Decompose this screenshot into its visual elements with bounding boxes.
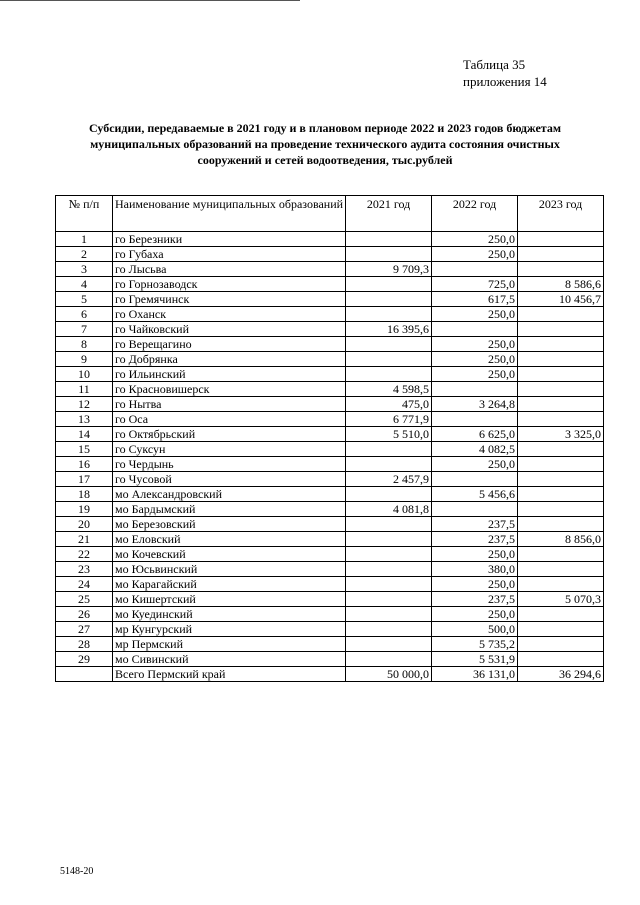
value-2021 — [346, 367, 432, 382]
value-2021: 6 771,9 — [346, 412, 432, 427]
total-row — [56, 667, 604, 682]
municipality-name: го Чусовой — [113, 472, 346, 487]
municipality-name: го Верещагино — [113, 337, 346, 352]
table-header-row — [56, 196, 604, 232]
table-row — [56, 382, 604, 397]
value-2023 — [518, 502, 604, 517]
municipality-name: мр Кунгурский — [113, 622, 346, 637]
row-num: 2 — [56, 247, 113, 262]
value-2021 — [346, 277, 432, 292]
table-row — [56, 622, 604, 637]
municipality-name: мо Еловский — [113, 532, 346, 547]
table-row — [56, 322, 604, 337]
value-2022: 237,5 — [432, 592, 518, 607]
value-2022: 3 264,8 — [432, 397, 518, 412]
header-2022: 2022 год — [432, 196, 518, 232]
value-2021 — [346, 637, 432, 652]
value-2022 — [432, 262, 518, 277]
value-2023: 8 856,0 — [518, 532, 604, 547]
value-2023 — [518, 262, 604, 277]
value-2021: 4 598,5 — [346, 382, 432, 397]
table-row — [56, 547, 604, 562]
value-2021 — [346, 652, 432, 667]
row-num: 16 — [56, 457, 113, 472]
municipality-name: го Суксун — [113, 442, 346, 457]
total-label: Всего Пермский край — [113, 667, 346, 682]
value-2022: 250,0 — [432, 307, 518, 322]
value-2022 — [432, 502, 518, 517]
row-num: 18 — [56, 487, 113, 502]
document-title: Субсидии, передаваемые в 2021 году и в плановом периоде 2022 и 2023 годов бюджетам муниципальных образований на проведение технического аудита состояния очистных сооружений и сетей водоотведения, тыс.рублей — [88, 121, 562, 167]
row-num: 1 — [56, 232, 113, 247]
value-2022: 5 735,2 — [432, 637, 518, 652]
municipality-name: мо Березовский — [113, 517, 346, 532]
table-row — [56, 397, 604, 412]
table-row — [56, 562, 604, 577]
table-row — [56, 412, 604, 427]
value-2021 — [346, 442, 432, 457]
table-row — [56, 247, 604, 262]
value-2022 — [432, 322, 518, 337]
value-2021: 475,0 — [346, 397, 432, 412]
municipality-name: го Чердынь — [113, 457, 346, 472]
value-2023: 5 070,3 — [518, 592, 604, 607]
municipality-name: го Октябрьский — [113, 427, 346, 442]
value-2023 — [518, 337, 604, 352]
value-2022: 250,0 — [432, 547, 518, 562]
value-2021 — [346, 532, 432, 547]
row-num: 27 — [56, 622, 113, 637]
municipality-name: го Оса — [113, 412, 346, 427]
row-num: 15 — [56, 442, 113, 457]
row-num: 26 — [56, 607, 113, 622]
municipality-name: го Горнозаводск — [113, 277, 346, 292]
value-2021 — [346, 622, 432, 637]
table-row — [56, 442, 604, 457]
value-2021 — [346, 562, 432, 577]
value-2021 — [346, 247, 432, 262]
value-2022: 4 082,5 — [432, 442, 518, 457]
municipality-name: мо Кишертский — [113, 592, 346, 607]
table-row — [56, 307, 604, 322]
municipality-name: мо Куединский — [113, 607, 346, 622]
value-2023 — [518, 472, 604, 487]
table-reference — [463, 56, 547, 90]
row-num: 25 — [56, 592, 113, 607]
header-2023: 2023 год — [518, 196, 604, 232]
row-num: 21 — [56, 532, 113, 547]
value-2022: 250,0 — [432, 607, 518, 622]
table-row — [56, 532, 604, 547]
table-row — [56, 592, 604, 607]
value-2022: 5 456,6 — [432, 487, 518, 502]
table-row — [56, 457, 604, 472]
value-2022: 250,0 — [432, 367, 518, 382]
row-num: 11 — [56, 382, 113, 397]
value-2022 — [432, 472, 518, 487]
row-num: 29 — [56, 652, 113, 667]
row-num: 7 — [56, 322, 113, 337]
value-2023 — [518, 607, 604, 622]
row-num: 22 — [56, 547, 113, 562]
row-num: 6 — [56, 307, 113, 322]
value-2021: 2 457,9 — [346, 472, 432, 487]
table-row — [56, 427, 604, 442]
top-rule — [0, 0, 300, 1]
total-2021: 50 000,0 — [346, 667, 432, 682]
row-num: 28 — [56, 637, 113, 652]
value-2023 — [518, 352, 604, 367]
table-row — [56, 577, 604, 592]
value-2023 — [518, 577, 604, 592]
value-2021: 4 081,8 — [346, 502, 432, 517]
value-2022: 617,5 — [432, 292, 518, 307]
table-row — [56, 487, 604, 502]
value-2022: 380,0 — [432, 562, 518, 577]
subsidies-table — [55, 195, 604, 682]
value-2023: 8 586,6 — [518, 277, 604, 292]
row-num: 23 — [56, 562, 113, 577]
municipality-name: го Оханск — [113, 307, 346, 322]
row-num: 24 — [56, 577, 113, 592]
value-2021 — [346, 487, 432, 502]
value-2023 — [518, 517, 604, 532]
table-row — [56, 277, 604, 292]
table-row — [56, 502, 604, 517]
municipality-name: го Нытва — [113, 397, 346, 412]
value-2022: 250,0 — [432, 232, 518, 247]
value-2023 — [518, 487, 604, 502]
municipality-name: мр Пермский — [113, 637, 346, 652]
header-num: № п/п — [56, 196, 113, 232]
value-2021 — [346, 607, 432, 622]
table-row — [56, 352, 604, 367]
table-row — [56, 232, 604, 247]
municipality-name: мо Бардымский — [113, 502, 346, 517]
value-2023 — [518, 562, 604, 577]
value-2021: 9 709,3 — [346, 262, 432, 277]
table-number: Таблица 35 — [463, 57, 526, 72]
value-2022 — [432, 382, 518, 397]
value-2023 — [518, 322, 604, 337]
municipality-name: мо Кочевский — [113, 547, 346, 562]
value-2022: 500,0 — [432, 622, 518, 637]
row-num: 14 — [56, 427, 113, 442]
value-2021 — [346, 232, 432, 247]
value-2022: 250,0 — [432, 352, 518, 367]
table-row — [56, 637, 604, 652]
value-2023 — [518, 457, 604, 472]
value-2021 — [346, 292, 432, 307]
row-num: 13 — [56, 412, 113, 427]
value-2023 — [518, 637, 604, 652]
value-2021 — [346, 547, 432, 562]
table-row — [56, 607, 604, 622]
header-2021: 2021 год — [346, 196, 432, 232]
table-row — [56, 652, 604, 667]
value-2023 — [518, 367, 604, 382]
table-row — [56, 517, 604, 532]
value-2022: 237,5 — [432, 517, 518, 532]
municipality-name: го Красновишерск — [113, 382, 346, 397]
municipality-name: го Лысьва — [113, 262, 346, 277]
municipality-name: мо Юсьвинский — [113, 562, 346, 577]
table-row — [56, 367, 604, 382]
value-2023 — [518, 622, 604, 637]
value-2023 — [518, 442, 604, 457]
municipality-name: го Чайковский — [113, 322, 346, 337]
value-2022: 725,0 — [432, 277, 518, 292]
row-num: 20 — [56, 517, 113, 532]
value-2022: 5 531,9 — [432, 652, 518, 667]
municipality-name: го Губаха — [113, 247, 346, 262]
value-2023: 10 456,7 — [518, 292, 604, 307]
value-2023 — [518, 247, 604, 262]
municipality-name: мо Карагайский — [113, 577, 346, 592]
row-num: 4 — [56, 277, 113, 292]
value-2022: 250,0 — [432, 247, 518, 262]
value-2021 — [346, 457, 432, 472]
municipality-name: го Гремячинск — [113, 292, 346, 307]
value-2021 — [346, 577, 432, 592]
municipality-name: мо Александровский — [113, 487, 346, 502]
value-2022: 237,5 — [432, 532, 518, 547]
value-2021 — [346, 352, 432, 367]
value-2021 — [346, 337, 432, 352]
value-2021 — [346, 307, 432, 322]
value-2022: 250,0 — [432, 577, 518, 592]
value-2022: 250,0 — [432, 337, 518, 352]
value-2023 — [518, 652, 604, 667]
row-num: 17 — [56, 472, 113, 487]
value-2023 — [518, 412, 604, 427]
row-num: 19 — [56, 502, 113, 517]
value-2023 — [518, 307, 604, 322]
table-row — [56, 337, 604, 352]
document-code: 5148-20 — [60, 866, 94, 877]
row-num: 8 — [56, 337, 113, 352]
value-2023 — [518, 232, 604, 247]
value-2021 — [346, 592, 432, 607]
municipality-name: го Добрянка — [113, 352, 346, 367]
value-2021: 5 510,0 — [346, 427, 432, 442]
municipality-name: го Ильинский — [113, 367, 346, 382]
value-2022: 6 625,0 — [432, 427, 518, 442]
row-num: 9 — [56, 352, 113, 367]
value-2022 — [432, 412, 518, 427]
total-2023: 36 294,6 — [518, 667, 604, 682]
row-num: 12 — [56, 397, 113, 412]
appendix-number: приложения 14 — [463, 74, 547, 89]
row-num: 5 — [56, 292, 113, 307]
value-2021 — [346, 517, 432, 532]
municipality-name: го Березники — [113, 232, 346, 247]
value-2021: 16 395,6 — [346, 322, 432, 337]
value-2023 — [518, 382, 604, 397]
value-2023 — [518, 397, 604, 412]
row-num: 10 — [56, 367, 113, 382]
table-row — [56, 262, 604, 277]
total-2022: 36 131,0 — [432, 667, 518, 682]
value-2023: 3 325,0 — [518, 427, 604, 442]
table-row — [56, 292, 604, 307]
value-2022: 250,0 — [432, 457, 518, 472]
total-num-cell — [56, 667, 113, 682]
table-row — [56, 472, 604, 487]
header-name: Наименование муниципальных образований — [113, 196, 346, 232]
value-2023 — [518, 547, 604, 562]
municipality-name: мо Сивинский — [113, 652, 346, 667]
row-num: 3 — [56, 262, 113, 277]
